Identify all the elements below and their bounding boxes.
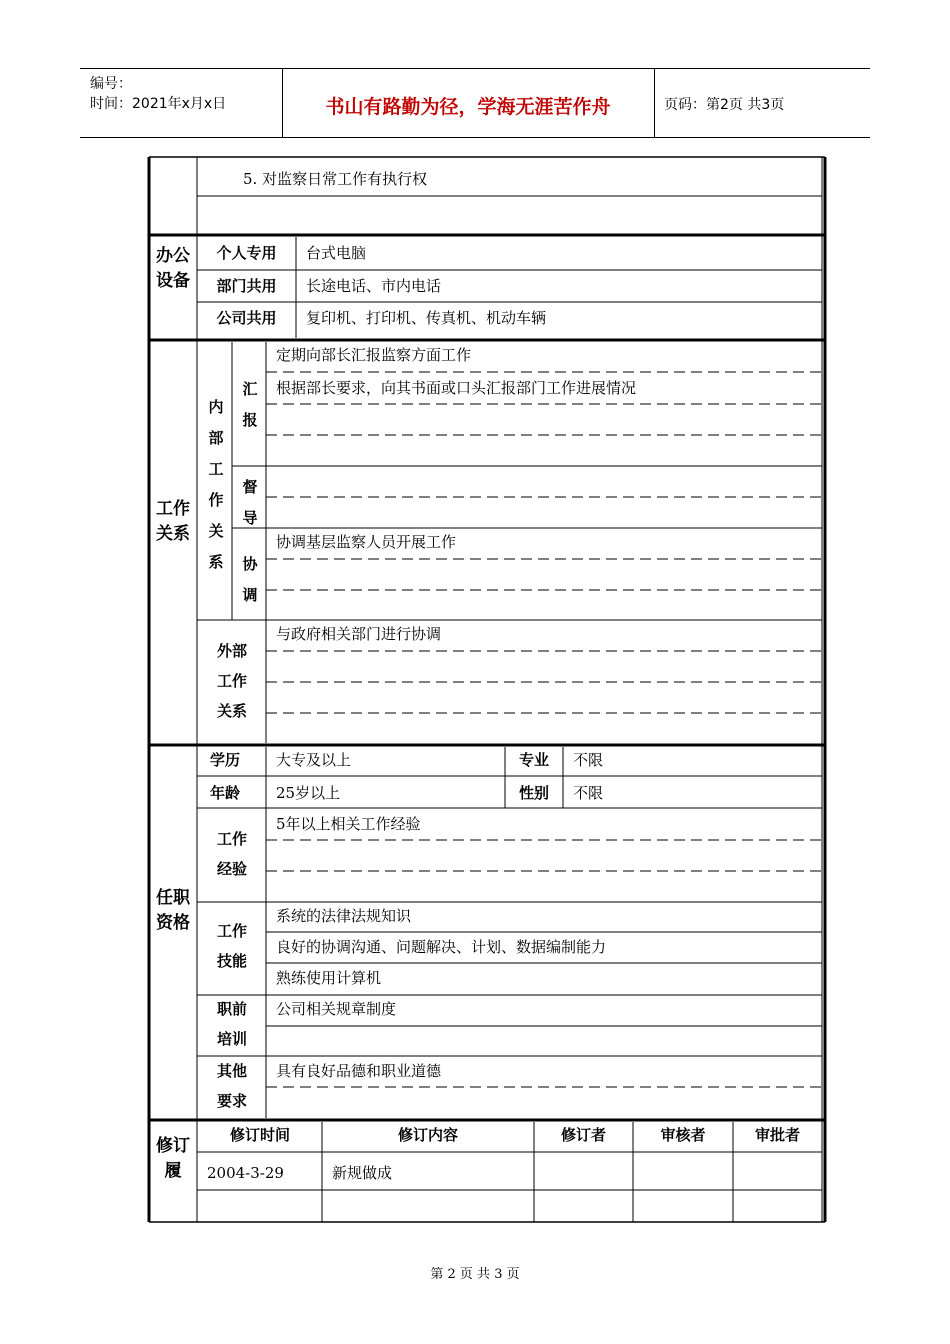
page-number: 页码：第2页 共3页 bbox=[664, 97, 785, 113]
gender-value: 不限 bbox=[573, 784, 604, 802]
equipment-company-value: 复印机、打印机、传真机、机动车辆 bbox=[306, 309, 547, 327]
other-label-2: 要求 bbox=[216, 1092, 247, 1110]
experience-label-1: 工作 bbox=[216, 830, 247, 848]
revision-row-content: 新规做成 bbox=[332, 1164, 393, 1182]
training-item: 公司相关规章制度 bbox=[276, 1000, 397, 1018]
other-label-1: 其他 bbox=[216, 1062, 247, 1080]
education-value: 大专及以上 bbox=[276, 751, 352, 769]
internal-relations-label: 内部工作关系 bbox=[208, 398, 224, 571]
revision-row-date: 2004-3-29 bbox=[207, 1164, 284, 1182]
report-item-2: 根据部长要求，向其书面或口头汇报部门工作进展情况 bbox=[276, 379, 637, 397]
major-label: 专业 bbox=[518, 751, 549, 769]
qualification-section-label: 任职资格 bbox=[156, 888, 190, 933]
authority-item-5: 5. 对监察日常工作有执行权 bbox=[243, 170, 428, 188]
revision-header-approver: 审批者 bbox=[754, 1126, 800, 1144]
document-number: 编号： bbox=[90, 76, 132, 92]
page-footer: 第 2 页 共 3 页 bbox=[430, 1267, 520, 1282]
report-label: 汇报 bbox=[242, 380, 258, 429]
skills-item-1: 系统的法律法规知识 bbox=[276, 907, 412, 925]
skills-label-2: 技能 bbox=[216, 952, 247, 970]
experience-label-2: 经验 bbox=[216, 860, 247, 878]
skills-label-1: 工作 bbox=[216, 922, 247, 940]
skills-item-3: 熟练使用计算机 bbox=[276, 969, 382, 987]
equipment-company-label: 公司共用 bbox=[216, 309, 277, 327]
equipment-personal-value: 台式电脑 bbox=[306, 244, 367, 262]
coordinate-item: 协调基层监察人员开展工作 bbox=[276, 533, 457, 551]
major-value: 不限 bbox=[573, 751, 604, 769]
report-item-1: 定期向部长汇报监察方面工作 bbox=[276, 346, 472, 364]
header-motto: 书山有路勤为径，学海无涯苦作舟 bbox=[325, 96, 611, 118]
gender-label: 性别 bbox=[518, 784, 549, 802]
training-label-1: 职前 bbox=[216, 1000, 247, 1018]
coordinate-label: 协调 bbox=[242, 555, 258, 604]
training-label-2: 培训 bbox=[216, 1030, 247, 1048]
supervise-label: 督导 bbox=[242, 478, 258, 527]
document-time: 时间：2021年x月x日 bbox=[90, 96, 227, 112]
age-label: 年龄 bbox=[209, 784, 240, 802]
skills-item-2: 良好的协调沟通、问题解决、计划、数据编制能力 bbox=[276, 938, 607, 956]
equipment-personal-label: 个人专用 bbox=[216, 244, 277, 262]
other-item: 具有良好品德和职业道德 bbox=[276, 1062, 442, 1080]
experience-item: 5年以上相关工作经验 bbox=[276, 815, 421, 833]
revision-header-date: 修订时间 bbox=[229, 1126, 290, 1144]
relations-section-label: 工作关系 bbox=[156, 499, 190, 544]
equipment-department-label: 部门共用 bbox=[216, 277, 277, 295]
external-relations-label-2: 工作 bbox=[216, 672, 247, 690]
external-item: 与政府相关部门进行协调 bbox=[276, 625, 442, 643]
external-relations-label-1: 外部 bbox=[216, 642, 247, 660]
equipment-department-value: 长途电话、市内电话 bbox=[306, 277, 442, 295]
education-label: 学历 bbox=[209, 751, 240, 769]
external-relations-label-3: 关系 bbox=[216, 702, 247, 720]
revision-header-reviewer: 审核者 bbox=[660, 1126, 706, 1144]
equipment-section-label: 办公设备 bbox=[156, 246, 190, 291]
revision-header-content: 修订内容 bbox=[397, 1126, 458, 1144]
revision-section-label: 修订履 bbox=[156, 1136, 190, 1181]
age-value: 25岁以上 bbox=[276, 784, 341, 802]
revision-header-reviser: 修订者 bbox=[560, 1126, 606, 1144]
